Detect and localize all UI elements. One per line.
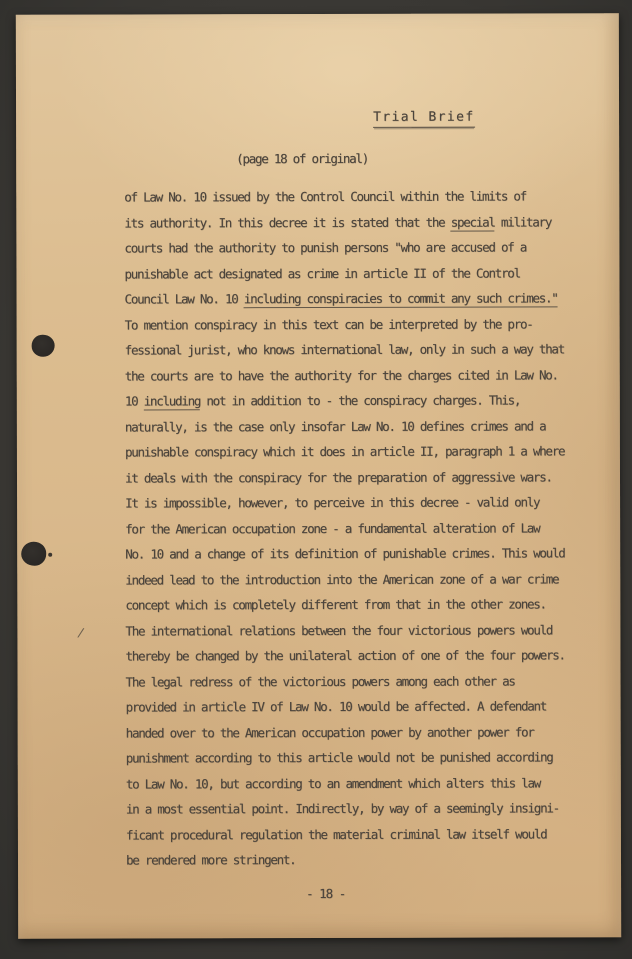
page-subtitle: (page 18 of original) xyxy=(236,150,368,167)
text-segment: of Law No. 10 issued by the Control Council within the limits of xyxy=(124,188,526,205)
body-line xyxy=(126,719,565,746)
body-line xyxy=(125,642,564,669)
body-line xyxy=(124,209,563,236)
text-segment: naturally, is the case only insofar Law No. 10 defines crimes and a xyxy=(124,417,546,435)
text-segment: thereby be changed by the unilateral action of one of the four powers. xyxy=(125,647,565,664)
body-line xyxy=(124,183,563,210)
body-line xyxy=(125,438,564,465)
text-segment: No. 10 and a change of its definition of punishable crimes. This would xyxy=(125,545,565,562)
text-segment: punishable act designated as crime in article II of the Control xyxy=(124,264,520,282)
text-segment: it deals with the conspiracy for the preparation of aggressive wars. xyxy=(124,468,552,486)
text-segment: courts had the authority to punish persons "who are accused of a xyxy=(124,239,527,256)
ink-speck xyxy=(48,553,52,557)
text-segment: its authority. In this decree it is stated that the xyxy=(124,214,451,231)
body-line xyxy=(125,311,564,338)
text-segment: military xyxy=(494,213,552,230)
text-segment: punishable conspiracy which it does in article II, paragraph 1 a where xyxy=(124,443,565,460)
hole-punch-top-icon xyxy=(32,335,55,357)
body-line xyxy=(125,540,564,567)
text-segment: not in addition to - the conspiracy charges. This, xyxy=(200,392,521,409)
body-line xyxy=(126,795,565,822)
page-title: Trial Brief xyxy=(373,110,475,128)
text-segment: punishment according to this article would not be punished according xyxy=(125,749,553,766)
document-page xyxy=(16,13,621,939)
text-segment: The legal redress of the victorious powers among each other as xyxy=(125,672,515,690)
text-segment: Council Law No. 10 xyxy=(124,291,244,307)
text-segment: ficant procedural regulation the material criminal law itself would xyxy=(125,825,547,843)
body-line xyxy=(126,846,565,873)
body-line xyxy=(126,744,565,771)
underlined-text: special xyxy=(450,214,495,230)
text-segment: be rendered more stringent. xyxy=(125,852,296,868)
body-line xyxy=(125,285,564,312)
stray-mark: / xyxy=(76,625,86,641)
text-segment: The international relations between the four victorious powers would xyxy=(125,621,553,639)
body-line xyxy=(126,693,565,720)
hole-punch-bottom-icon xyxy=(21,542,46,566)
body-line xyxy=(125,515,564,542)
text-segment: the courts are to have the authority for the charges cited in Law No. xyxy=(124,366,558,384)
text-segment: It is impossible, however, to perceive in this decree - valid only xyxy=(125,494,540,511)
body-line xyxy=(125,387,564,414)
text-segment: 10 xyxy=(124,393,144,409)
body-line xyxy=(124,260,563,287)
body-line xyxy=(126,668,565,695)
underlined-text: including conspiracies to commit any such crimes." xyxy=(243,290,558,307)
body-line xyxy=(125,617,564,644)
text-segment: handed over to the American occupation power by another power for xyxy=(125,723,534,741)
body-line xyxy=(125,464,564,491)
page-number: - 18 - xyxy=(306,885,346,902)
text-segment: fessional jurist, who knows international law, only in such a way that xyxy=(124,341,564,358)
underlined-text: including xyxy=(143,393,201,409)
text-segment: to Law No. 10, but according to an amendment which alters this law xyxy=(125,774,541,792)
text-segment: provided in article IV of Law No. 10 would be affected. A defendant xyxy=(125,698,547,715)
body-line xyxy=(125,413,564,440)
body-line xyxy=(126,821,565,848)
body-line xyxy=(125,489,564,516)
text-segment: for the American occupation zone - a fundamental alteration of Law xyxy=(125,519,540,537)
body-text xyxy=(124,183,565,873)
body-line xyxy=(125,362,564,389)
text-segment: concept which is completely different from that in the other zones. xyxy=(125,596,546,613)
body-line xyxy=(125,336,564,363)
body-line xyxy=(124,234,563,261)
body-line xyxy=(125,591,564,618)
text-segment: indeed lead to the introduction into the American zone of a war crime xyxy=(125,570,559,588)
text-segment: in a most essential point. Indirectly, by way of a seemingly insigni- xyxy=(125,800,559,817)
body-line xyxy=(125,566,564,593)
body-line xyxy=(126,770,565,797)
text-segment: To mention conspiracy in this text can be interpreted by the pro- xyxy=(124,315,533,333)
